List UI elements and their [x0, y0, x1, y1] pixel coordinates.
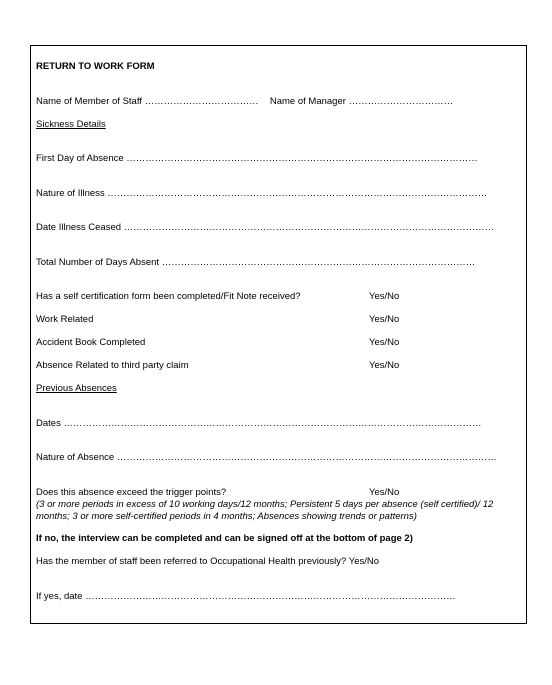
occupational-health-row: [36, 556, 379, 568]
third-party-label: Absence Related to third party claim: [36, 360, 189, 371]
third-party-yes-no[interactable]: Yes/No: [369, 360, 400, 371]
illness-ceased-row: [36, 222, 494, 234]
staff-name-field[interactable]: ………………………………: [144, 96, 259, 107]
illness-label: Nature of Illness: [36, 188, 105, 199]
if-yes-row: [36, 591, 456, 603]
work-related-yes-no[interactable]: Yes/No: [369, 314, 400, 325]
illness-row: [36, 188, 487, 200]
illness-ceased-field[interactable]: ………………………………………………………………………………………………………: [123, 222, 495, 233]
staff-and-manager-row: [36, 96, 453, 108]
trigger-note-line-2: months; 3 or more self-certified periods in 4 months; Absences showing trends or patterns): [36, 511, 417, 522]
accident-book-label: Accident Book Completed: [36, 337, 146, 348]
trigger-label: Does this absence exceed the trigger points?: [36, 487, 227, 498]
accident-book-yes-no[interactable]: Yes/No: [369, 337, 400, 348]
total-days-row: [36, 257, 475, 269]
occupational-health-yes-no[interactable]: Yes/No: [348, 556, 380, 567]
dates-row: [36, 418, 481, 430]
nature-of-absence-row: [36, 452, 497, 464]
illness-field[interactable]: …………………………………………………………………………………………………………: [107, 188, 488, 199]
dates-field[interactable]: ……………………………………………………………………………………………………………………: [63, 418, 482, 429]
first-day-label: First Day of Absence: [36, 153, 124, 164]
if-no-note: If no, the interview can be completed and can be signed off at the bottom of page 2): [36, 533, 413, 544]
illness-ceased-label: Date Illness Ceased: [36, 222, 122, 233]
form-title: RETURN TO WORK FORM: [36, 61, 155, 72]
if-yes-label: If yes, date: [36, 591, 83, 602]
dates-label: Dates: [36, 418, 61, 429]
manager-name-label: Name of Manager: [269, 96, 346, 107]
self-cert-yes-no[interactable]: Yes/No: [369, 291, 400, 302]
sickness-details-heading: Sickness Details: [36, 119, 106, 130]
work-related-label: Work Related: [36, 314, 94, 325]
trigger-yes-no[interactable]: Yes/No: [369, 487, 400, 498]
nature-of-absence-field[interactable]: …………………………………………………………………………………………………………: [116, 452, 497, 463]
trigger-note-line-1: (3 or more periods in excess of 10 working days/12 months; Persistent 5 days per absence (self certified)/ 12: [36, 499, 494, 510]
total-days-field[interactable]: ………………………………………………………………………………………: [161, 257, 476, 268]
staff-name-label: Name of Member of Staff: [36, 96, 142, 107]
first-day-row: [36, 153, 478, 165]
if-yes-date-field[interactable]: ………………………………………………………………………………………………………: [85, 591, 456, 602]
first-day-field[interactable]: …………………………………………………………………………………………………: [126, 153, 478, 164]
self-cert-label: Has a self certification form been completed/Fit Note received?: [36, 291, 301, 302]
manager-name-field[interactable]: ……………………………: [348, 96, 454, 107]
nature-of-absence-label: Nature of Absence: [36, 452, 115, 463]
occupational-health-label: Has the member of staff been referred to Occupational Health previously?: [36, 556, 347, 567]
previous-absences-heading: Previous Absences: [36, 383, 117, 394]
total-days-label: Total Number of Days Absent: [36, 257, 160, 268]
